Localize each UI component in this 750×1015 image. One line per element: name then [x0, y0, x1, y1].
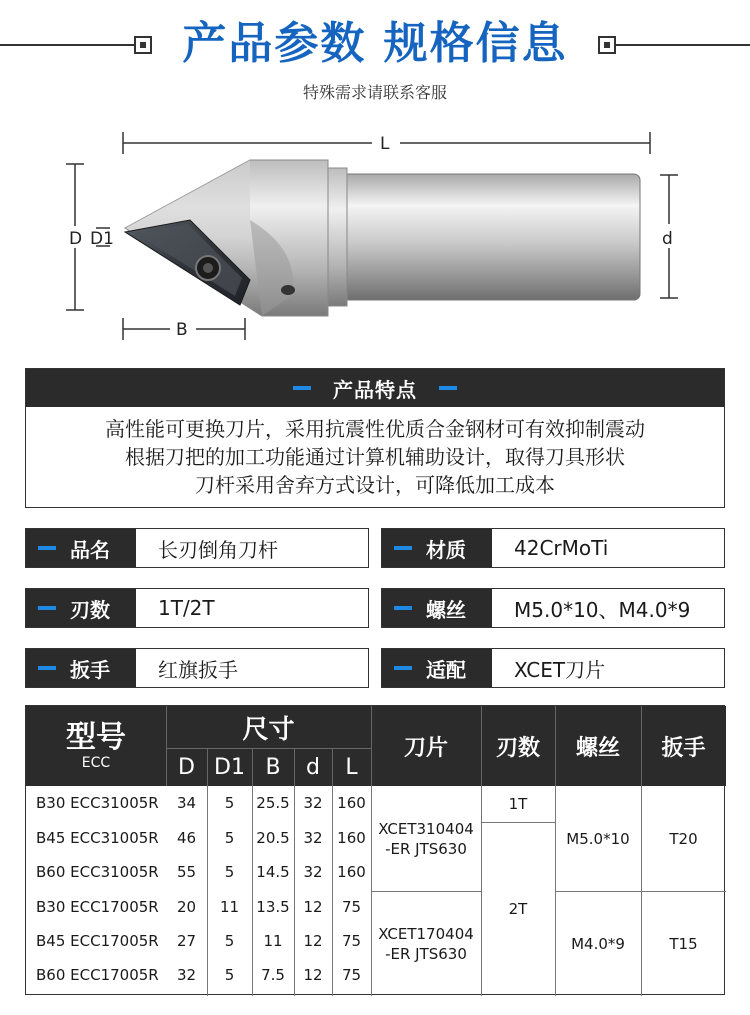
spec-dash	[38, 666, 56, 670]
heading-dash-right	[439, 386, 457, 390]
spec-dash	[38, 606, 56, 610]
page-title: 产品参数 规格信息	[182, 18, 568, 69]
spec-value: 红旗扳手	[158, 657, 238, 682]
header-size-label: 尺寸	[242, 714, 295, 745]
dimension-B	[123, 318, 245, 340]
page-subtitle: 特殊需求请联系客服	[302, 83, 447, 102]
feature-line: 刀杆采用舍弃方式设计，可降低加工成本	[195, 473, 555, 497]
wrench-cell-group2: T15	[669, 934, 698, 953]
spec-teeth	[25, 588, 369, 628]
label-B: B	[176, 320, 188, 340]
features-heading-bar	[26, 369, 724, 407]
label-L: L	[380, 134, 390, 154]
screw-cell-group1: M5.0*10	[566, 829, 630, 848]
heading-dash-left	[293, 386, 311, 390]
header-size	[166, 706, 371, 748]
dimension-D	[66, 164, 84, 310]
spec-table: 型号 ECC 尺寸 D D1 B d L 刀片 刃数 螺丝 扳手 B30 ECC31005R 34 5 25.5 32 160 B45 ECC31005R 46 5 20.5 32 160 B60 ECC31005R 55 5 14.5 32 160 B30 ECC17005R 20 11 13.5 12 75 B45 ECC17005R 27 5 11 12 75 B60 ECC17005R 32 5 7.5 12 75 XCET310404 -ER JTS630 1T M5.0*10 T20 XCET170404 -ER JTS630 2T M4.0*9 T15	[25, 705, 725, 995]
header-ornament-right	[598, 36, 616, 54]
label-D: D	[69, 229, 83, 249]
header-wrench: 扳手	[641, 706, 726, 786]
header-col-d: d	[294, 748, 332, 786]
header-col-L: L	[332, 748, 371, 786]
spec-label: 适配	[426, 657, 466, 682]
label-d: d	[662, 229, 673, 249]
dimension-D1	[90, 228, 114, 249]
spec-dash	[394, 666, 412, 670]
spec-dash	[38, 546, 56, 550]
spec-screw	[381, 588, 725, 628]
teeth-cell-1T: 1T	[508, 795, 528, 813]
features-section	[25, 368, 725, 508]
header-line-right	[616, 44, 750, 46]
feature-line: 高性能可更换刀片，采用抗震性优质合金钢材可有效抑制震动	[105, 417, 645, 441]
tool-drawing	[0, 120, 750, 350]
features-heading: 产品特点	[333, 377, 417, 402]
dimension-d	[660, 175, 678, 298]
teeth-cell-2T: 2T	[508, 900, 528, 918]
spec-value: 42CrMoTi	[514, 536, 609, 560]
spec-value: 长刃倒角刀杆	[158, 537, 278, 562]
spec-material	[381, 528, 725, 568]
header-line-left	[0, 44, 134, 46]
spec-label: 材质	[426, 537, 466, 562]
header-col-D: D	[166, 748, 207, 786]
header-model-sub: ECC	[81, 755, 111, 771]
feature-line: 根据刀把的加工功能通过计算机辅助设计，取得刀具形状	[125, 445, 625, 469]
spec-compatible	[381, 648, 725, 688]
header-screw: 螺丝	[555, 706, 641, 786]
spec-label: 扳手	[70, 657, 110, 682]
spec-wrench	[25, 648, 369, 688]
spec-value: XCET刀片	[514, 657, 606, 682]
spec-label: 螺丝	[426, 597, 466, 622]
spec-dash	[394, 606, 412, 610]
header-teeth: 刃数	[481, 706, 555, 786]
header-insert: 刀片	[371, 706, 481, 786]
dimension-L	[123, 132, 650, 154]
spec-label: 刃数	[70, 597, 110, 622]
spec-product-name	[25, 528, 369, 568]
header-col-B: B	[252, 748, 294, 786]
header-model	[26, 706, 166, 786]
spec-value: 1T/2T	[158, 596, 215, 620]
screw-cell-group2: M4.0*9	[571, 934, 625, 953]
header-model-label: 型号	[66, 720, 126, 755]
features-text	[26, 407, 724, 499]
header-ornament-left	[134, 36, 152, 54]
wrench-cell-group1: T20	[669, 829, 698, 848]
spec-value: M5.0*10、M4.0*9	[514, 597, 691, 622]
spec-label: 品名	[70, 537, 110, 562]
tool-shank	[325, 168, 640, 306]
header-col-D1: D1	[207, 748, 252, 786]
label-D1: D1	[90, 229, 114, 249]
spec-dash	[394, 546, 412, 550]
insert-cell-group2: XCET170404 -ER JTS630	[378, 924, 474, 963]
insert-cell-group1: XCET310404 -ER JTS630	[378, 819, 474, 858]
